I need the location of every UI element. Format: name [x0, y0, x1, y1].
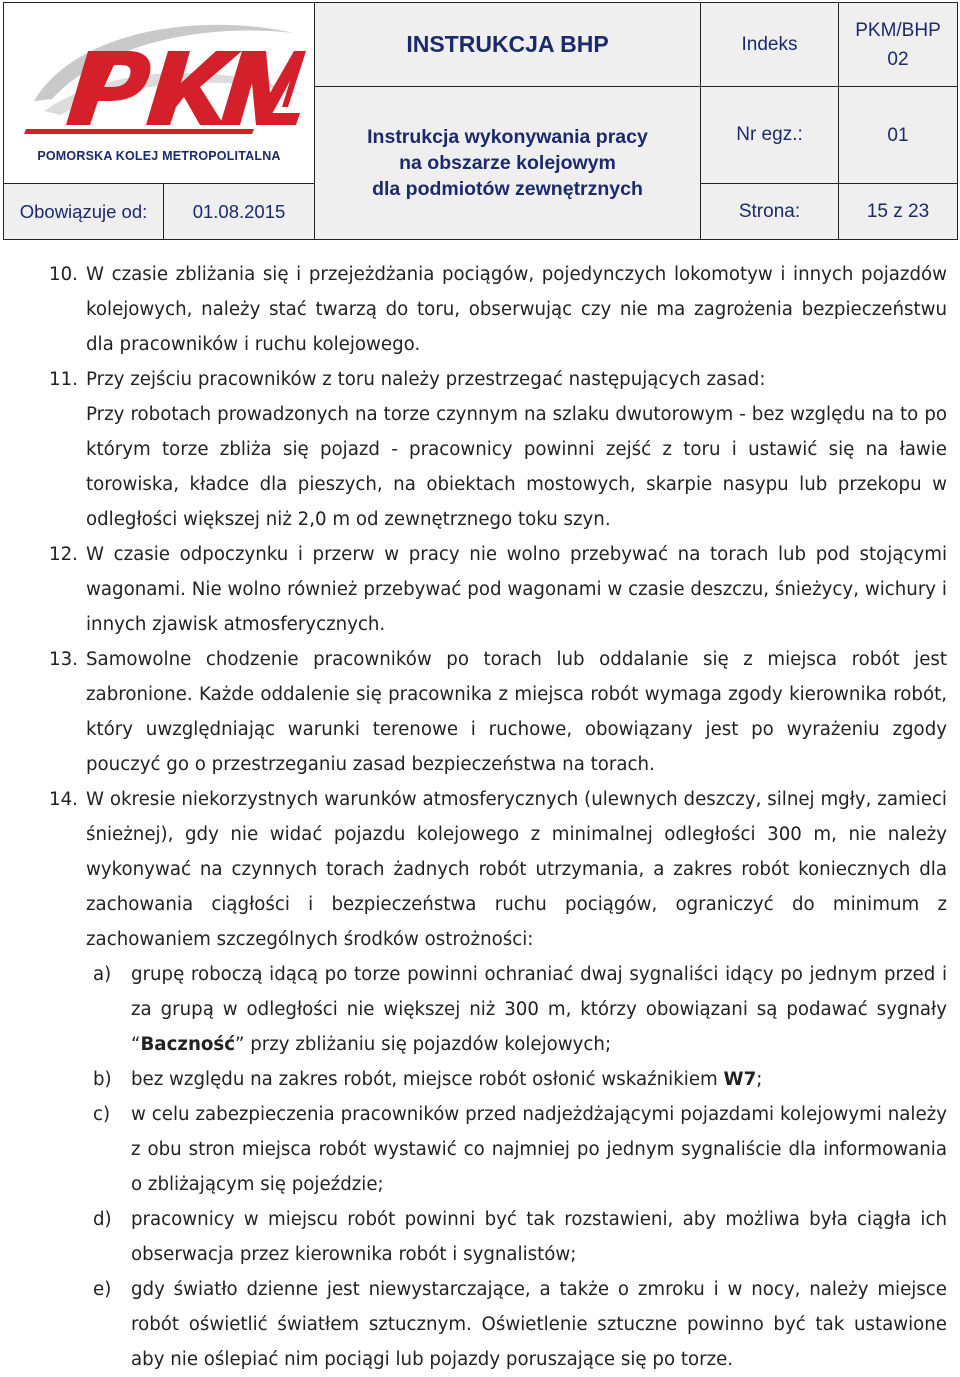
- effective-value: 01.08.2015: [164, 184, 315, 240]
- copy-value: 01: [839, 87, 958, 184]
- doc-title: INSTRUKCJA BHP: [315, 3, 701, 87]
- item-text: Przy robotach prowadzonych na torze czynnym na szlaku dwutorowym - bez względu na to po którym torze zbliża się pojazd - pracownicy powinni zejść z toru i ustawić się na ławie torowiska, kładce dla pieszych, na obiektach mostowych, skarpie nasypu lub przekopu w odległości większej niż 2,0 m od zewnętrznego toku szyn.: [86, 404, 947, 530]
- item-10: [0, 257, 947, 362]
- page-label: Strona:: [701, 184, 839, 240]
- item-number: 13.: [49, 649, 78, 670]
- subitem-letter: e): [93, 1279, 112, 1300]
- subitem-letter: b): [93, 1069, 112, 1090]
- item-text: Samowolne chodzenie pracowników po torach lub oddalanie się z miejsca robót jest zabronione. Każde oddalenie się pracownika z miejsca robót wymaga zgody kierownika robót, który uwzględniając warunki terenowe i ruchowe, obowiązany jest po wyrażeniu zgody pouczyć go o przestrzeganiu zasad bezpieczeństwa na torach.: [86, 649, 947, 775]
- item-13: [0, 642, 947, 782]
- item-number: 14.: [49, 789, 78, 810]
- item-12: [0, 537, 947, 642]
- document-body: [0, 257, 960, 1377]
- item-14: [0, 782, 947, 957]
- item-11: [0, 362, 947, 537]
- logo-cell: [4, 3, 315, 184]
- item-number: 12.: [49, 544, 78, 565]
- doc-subtitle: [315, 87, 701, 240]
- subitem-b: [0, 1062, 947, 1097]
- subitem-text: ” przy zbliżaniu się pojazdów kolejowych;: [235, 1034, 612, 1055]
- subitem-text: ;: [756, 1069, 763, 1090]
- item-text: W czasie zbliżania się i przejeżdżania pociągów, pojedynczych lokomotyw i innych pojazdów kolejowych, należy stać twarzą do toru, obserwując czy nie ma zagrożenia bezpieczeństwu dla pracowników i ruchu kolejowego.: [86, 264, 947, 355]
- index-value-line-2: 02: [887, 48, 909, 70]
- subitem-d: [0, 1202, 947, 1272]
- subtitle-line-1: Instrukcja wykonywania pracy: [367, 126, 648, 148]
- subitem-text: w celu zabezpieczenia pracowników przed nadjeżdżającymi pojazdami kolejowymi należy z obu stron miejsca robót wystawić co najmniej po jednym sygnaliście dla informowania o zbliżającym się pojeździe;: [131, 1104, 947, 1195]
- subtitle-line-2: na obszarze kolejowym: [399, 152, 616, 174]
- subtitle-line-3: dla podmiotów zewnętrznych: [372, 178, 643, 200]
- index-label: Indeks: [701, 3, 839, 87]
- subitem-a: [0, 957, 947, 1062]
- item-number: 11.: [49, 369, 78, 390]
- page-value: 15 z 23: [839, 184, 958, 240]
- item-text: Przy zejściu pracowników z toru należy przestrzegać następujących zasad:: [86, 369, 766, 390]
- document-header: [3, 2, 958, 240]
- subitem-e: [0, 1272, 947, 1377]
- copy-label: Nr egz.:: [701, 87, 839, 184]
- pkm-logo-icon: [4, 3, 314, 153]
- item-text: W okresie niekorzystnych warunków atmosferycznych (ulewnych deszczy, silnej mgły, zamieci śnieżnej), gdy nie widać pojazdu kolejowego z minimalnej odległości 300 m, nie należy wykonywać na czynnych torach żadnych robót utrzymania, a zakres robót koniecznych dla zachowania ciągłości i bezpieczeństwa ruchu pociągów, ograniczyć do minimum z zachowaniem szczególnych środków ostrożności:: [86, 789, 947, 950]
- index-value-line-1: PKM/BHP: [855, 19, 941, 41]
- index-value: [839, 3, 958, 87]
- subitem-text: pracownicy w miejscu robót powinni być tak rozstawieni, aby możliwa była ciągła ich obserwacja przez kierownika robót i sygnalistów;: [131, 1209, 947, 1265]
- subitem-bold: Baczność: [140, 1034, 235, 1055]
- subitem-letter: a): [93, 964, 112, 985]
- subitem-text: grupę roboczą idącą po torze powinni ochraniać dwaj sygnaliści idący po jednym przed i za grupą w odległości nie większej niż 300 m, którzy obowiązani są podawać sygnały “: [131, 964, 947, 1055]
- subitem-text: bez względu na zakres robót, miejsce robót osłonić wskaźnikiem: [131, 1069, 724, 1090]
- effective-label: Obowiązuje od:: [4, 184, 164, 240]
- item-text: W czasie odpoczynku i przerw w pracy nie wolno przebywać na torach lub pod stojącymi wagonami. Nie wolno również przebywać pod wagonami w czasie deszczu, śnieżycy, wichury i innych zjawisk atmosferycznych.: [86, 544, 947, 635]
- logo-caption: POMORSKA KOLEJ METROPOLITALNA: [37, 149, 281, 163]
- pkm-logo: [4, 3, 314, 183]
- subitem-c: [0, 1097, 947, 1202]
- subitem-letter: d): [93, 1209, 112, 1230]
- subitem-letter: c): [93, 1104, 111, 1125]
- subitem-text: gdy światło dzienne jest niewystarczające, a także o zmroku i w nocy, należy miejsce robót oświetlić światłem sztucznym. Oświetlenie sztuczne powinno być tak ustawione aby nie oślepiać nim pociągi lub pojazdy poruszające się po torze.: [131, 1279, 947, 1370]
- subitem-bold: W7: [723, 1069, 757, 1090]
- item-number: 10.: [49, 264, 78, 285]
